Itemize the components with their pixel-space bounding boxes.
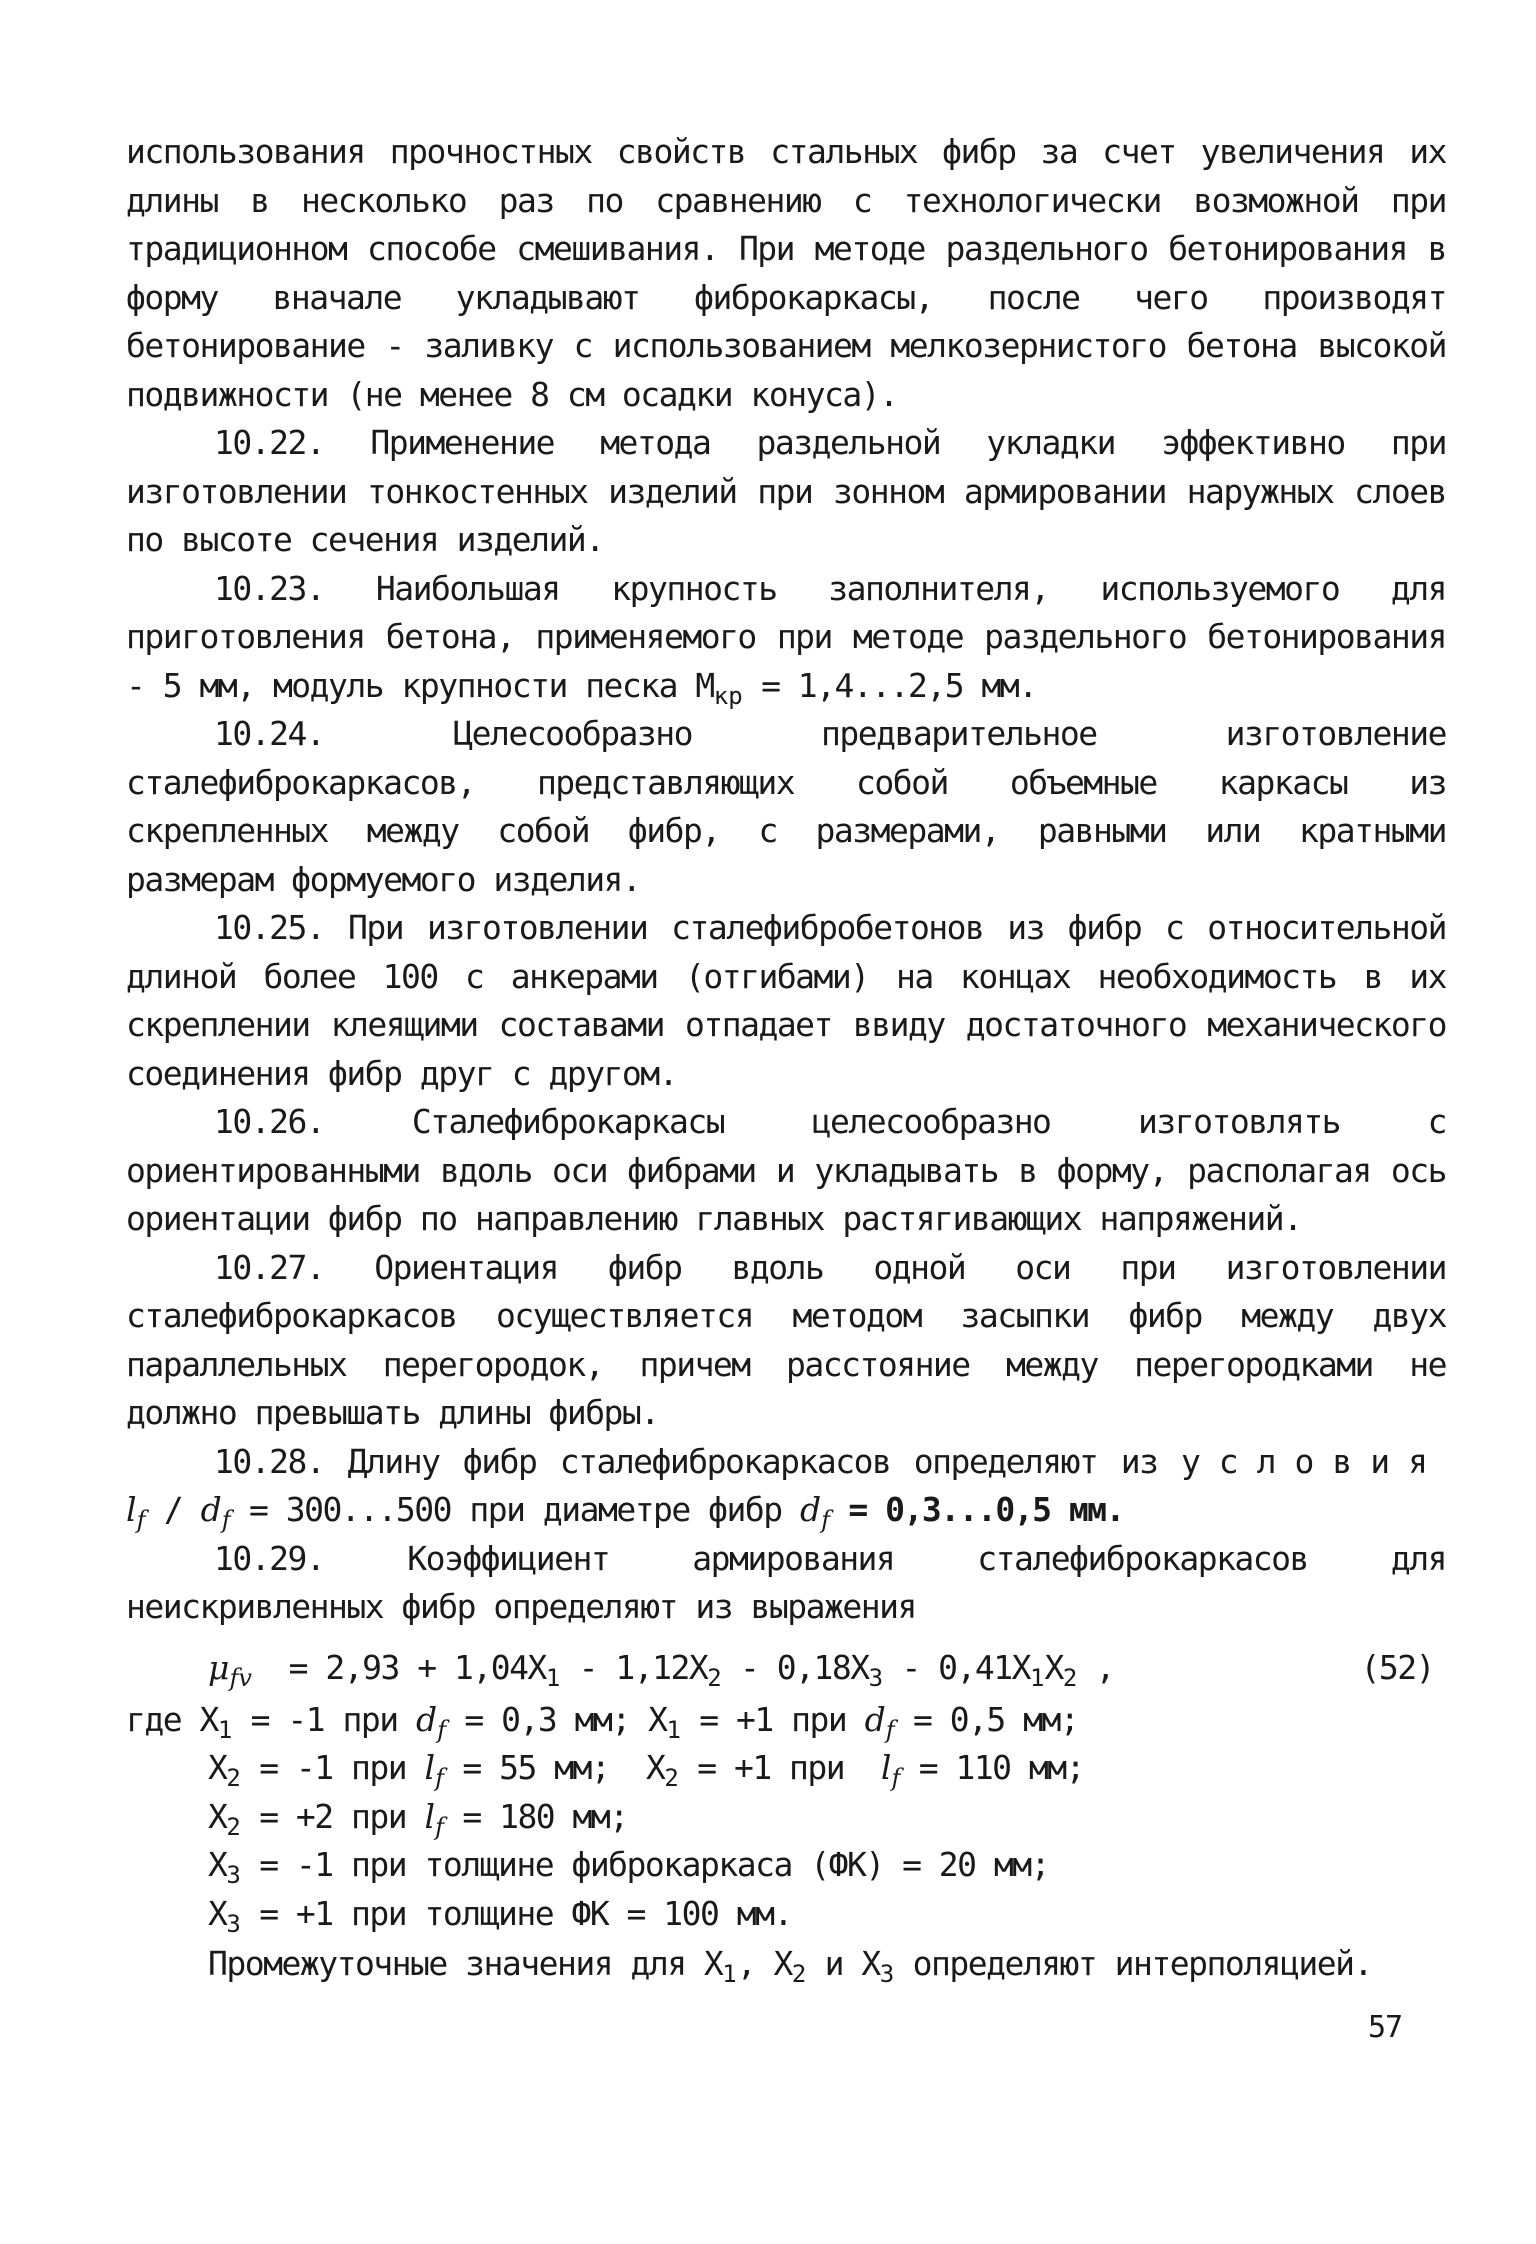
length-diameter-ratio: $l_f / d_f$ [126, 1490, 231, 1534]
paragraph-text: Сталефиброкаркасы целесообразно изготовлять с ориентированными вдоль оси фибрами и укладывать в форму, располагая ось ориентации фибр по направлению главных растягивающих напряжений. [126, 1102, 1447, 1238]
paragraph-number: 10.28. [214, 1441, 325, 1481]
paragraph-text-after: = 1,4...2,5 мм. [761, 665, 1037, 705]
paragraph-10-25 [126, 904, 1446, 1098]
fiber-diameter-symbol: $d_f$ [800, 1490, 831, 1534]
paragraph-10-26 [126, 1098, 1446, 1244]
paragraph-text: Наибольшая крупность заполнителя, используемого для приготовления бетона, применяемого при методе раздельного бетонирования - 5 мм, модуль крупности песка [126, 568, 1446, 705]
paragraph-number: 10.26. [214, 1102, 325, 1141]
page-number: 57 [1368, 2010, 1403, 2045]
spaced-word: условия [1180, 1441, 1447, 1481]
paragraph-number: 10.25. [214, 908, 325, 947]
paragraph-text-end: = 0,3...0,5 мм. [848, 1490, 1124, 1529]
formula-expression: $\mu_{fv} = 2,93 + 1,04X_1 - 1,12X_2 - 0,18X_3 - 0,41X_1X_2$ , [208, 1647, 1115, 1692]
paragraph-number: 10.27. [214, 1247, 325, 1287]
paragraph-10-24 [126, 710, 1446, 904]
paragraph-10-23 [126, 565, 1446, 711]
paragraph-10-28 [126, 1438, 1446, 1535]
paragraph-number: 10.24. [214, 714, 325, 753]
formula-number: (52) [1360, 1647, 1434, 1687]
paragraph-text: При изготовлении сталефибробетонов из фибр с относительной длиной более 100 с анкерами (отгибами) на концах необходимость в их скреплении клеящими составами отпадает ввиду достаточного механического соединения фибр друг с другом. [126, 908, 1446, 1093]
paragraph-number: 10.29. [214, 1538, 325, 1578]
interpolation-note: Промежуточные значения для $X_1$, $X_2$ и $X_3$ определяют интерполяцией. [208, 1944, 1372, 1988]
paragraph-text: Ориентация фибр вдоль одной оси при изготовлении сталефиброкаркасов осуществляется методом засыпки фибр между двух параллельных перегородок, причем расстояние между перегородками не должно превышать длины фибры. [126, 1247, 1446, 1432]
where-clause [126, 1696, 1446, 1939]
paragraph-text: Коэффициент армирования сталефиброкаркасов для неискривленных фибр определяют из выражения [126, 1538, 1446, 1626]
body-text [126, 128, 1446, 1989]
where-line-x2: $X_2 = -1$ при $l_f = 55$ мм; $X_2 = +1$ при $l_f = 110$ мм; [208, 1748, 1085, 1792]
paragraph-text: Применение метода раздельной укладки эффективно при изготовлении тонкостенных изделий при зонном армировании наружных слоев по высоте сечения изделий. [126, 423, 1446, 559]
where-line-x3-plus1: $X_3 = +1$ при толщине ФК = 100 мм. [208, 1893, 792, 1938]
sand-modulus-symbol: $M_{кр}$ [695, 665, 743, 710]
paragraph-text: Длину фибр сталефиброкаркасов определяют из [347, 1441, 1158, 1481]
formula-52 [126, 1638, 1446, 1698]
paragraph-number: 10.22. [214, 423, 325, 462]
paragraph-number: 10.23. [214, 568, 325, 608]
paragraph-10-22 [126, 419, 1446, 565]
paragraph-10-29 [126, 1535, 1446, 1632]
paragraph-10-27 [126, 1244, 1446, 1438]
where-line-x2-plus2: $X_2 = +2$ при $l_f = 180$ мм; [208, 1796, 628, 1841]
paragraph-text: использования прочностных свойств стальных фибр за счет увеличения их длины в несколько раз по сравнению с технологически возможной при традиционном способе смешивания. При методе раздельного бетонирования в форму вначале укладывают фиброкаркасы, после чего производят бетонирование - заливку с использованием мелкозернистого бетона высокой подвижности (не менее 8 см осадки конуса). [126, 132, 1446, 414]
paragraph-continuation [126, 128, 1446, 419]
paragraph-text: Целесообразно предварительное изготовление сталефиброкаркасов, представляющих собой объемные каркасы из скрепленных между собой фибр, с размерами, равными или кратными размерам формуемого изделия. [126, 714, 1446, 899]
where-line-x3-minus1: $X_3 = -1$ при толщине фиброкаркаса (ФК) = 20 мм; [208, 1845, 1050, 1889]
paragraph-text-mid: = 300...500 при диаметре фибр [248, 1490, 782, 1529]
where-line-x1: где $X_1 = -1$ при $d_f = 0,3$ мм; $X_1 = +1$ при $d_f = 0,5$ мм; [126, 1699, 1079, 1744]
